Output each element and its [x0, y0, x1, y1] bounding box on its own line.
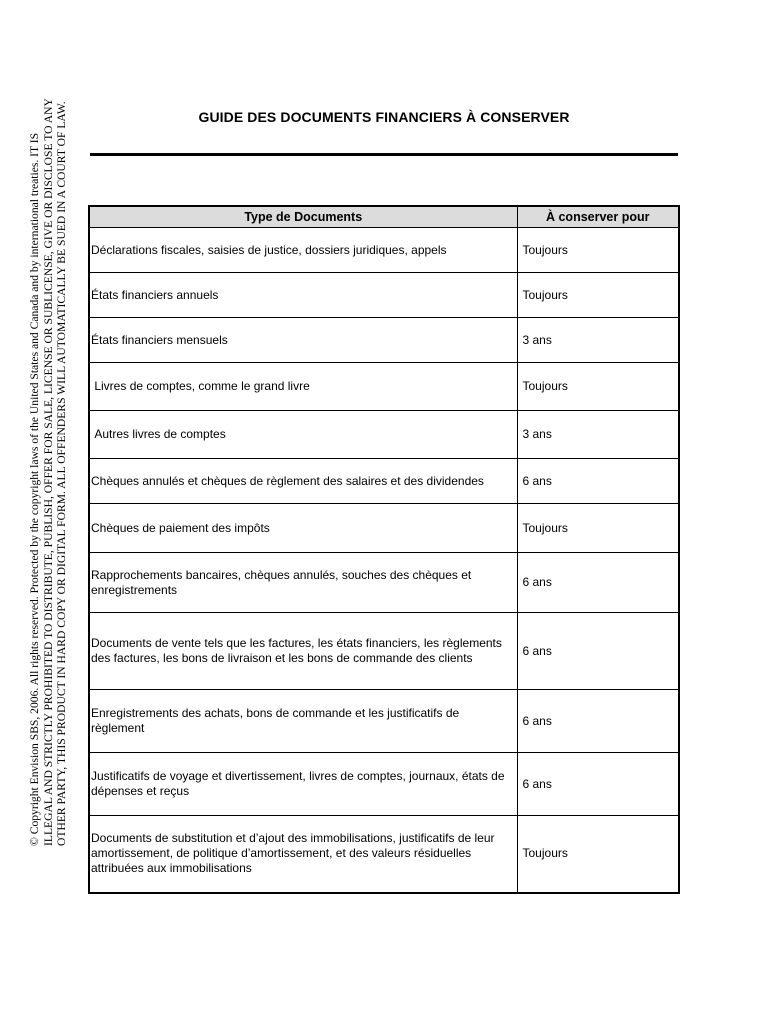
- document-type-cell: Chèques annulés et chèques de règlement des salaires et des dividendes: [89, 459, 517, 504]
- retention-cell: 3 ans: [517, 318, 679, 363]
- table-row: [89, 753, 679, 816]
- document-type-cell: Autres livres de comptes: [89, 411, 517, 459]
- copyright-line: OTHER PARTY, THIS PRODUCT IN HARD COPY OR DIGITAL FORM. ALL OFFENDERS WILL AUTOMATICALLY BE SUED IN A COURT OF LAW.: [55, 101, 69, 846]
- document-type-cell: Documents de vente tels que les factures, les états financiers, les règlements des factures, les bons de livraison et les bons de commande des clients: [89, 613, 517, 690]
- retention-cell: Toujours: [517, 228, 679, 273]
- table-row: [89, 318, 679, 363]
- document-type-cell: États financiers mensuels: [89, 318, 517, 363]
- copyright-line: ILLEGAL AND STRICTLY PROHIBITED TO DISTRIBUTE, PUBLISH, OFFER FOR SALE, LICENSE OR SUBLICENSE, GIVE OR DISCLOSE TO ANY: [41, 98, 55, 846]
- table-row: [89, 363, 679, 411]
- table-row: [89, 690, 679, 753]
- retention-cell: 6 ans: [517, 459, 679, 504]
- document-type-cell: Documents de substitution et d’ajout des immobilisations, justificatifs de leur amortissement, de politique d’amortissement, et des valeurs résiduelles attribuées aux immobilisations: [89, 816, 517, 893]
- retention-cell: Toujours: [517, 504, 679, 553]
- retention-cell: Toujours: [517, 816, 679, 893]
- document-type-cell: Justificatifs de voyage et divertissement, livres de comptes, journaux, états de dépenses et reçus: [89, 753, 517, 816]
- document-type-cell: Chèques de paiement des impôts: [89, 504, 517, 553]
- document-type-cell: Livres de comptes, comme le grand livre: [89, 363, 517, 411]
- page-title: GUIDE DES DOCUMENTS FINANCIERS À CONSERVER: [198, 109, 570, 125]
- retention-cell: Toujours: [517, 363, 679, 411]
- retention-cell: 6 ans: [517, 553, 679, 613]
- retention-cell: Toujours: [517, 273, 679, 318]
- header-retention: À conserver pour: [517, 206, 679, 228]
- document-type-cell: Rapprochements bancaires, chèques annulés, souches des chèques et enregistrements: [89, 553, 517, 613]
- table-row: [89, 273, 679, 318]
- document-type-cell: Enregistrements des achats, bons de commande et les justificatifs de règlement: [89, 690, 517, 753]
- table-row: [89, 411, 679, 459]
- document-type-cell: Déclarations fiscales, saisies de justice, dossiers juridiques, appels: [89, 228, 517, 273]
- copyright-line: © Copyright Envision SBS, 2006. All rights reserved. Protected by the copyright laws of the United States and Canada and by international treaties. IT IS: [28, 132, 41, 846]
- retention-cell: 6 ans: [517, 690, 679, 753]
- table-row: [89, 228, 679, 273]
- documents-table: [88, 205, 680, 894]
- table-row: [89, 553, 679, 613]
- copyright-notice: [28, 6, 69, 846]
- table-row: [89, 816, 679, 893]
- table-row: [89, 459, 679, 504]
- title-rule: [90, 153, 678, 156]
- table-row: [89, 504, 679, 553]
- document-type-cell: États financiers annuels: [89, 273, 517, 318]
- retention-cell: 6 ans: [517, 753, 679, 816]
- retention-cell: 6 ans: [517, 613, 679, 690]
- retention-cell: 3 ans: [517, 411, 679, 459]
- header-document-type: Type de Documents: [89, 206, 517, 228]
- table-header-row: [89, 206, 679, 228]
- table-row: [89, 613, 679, 690]
